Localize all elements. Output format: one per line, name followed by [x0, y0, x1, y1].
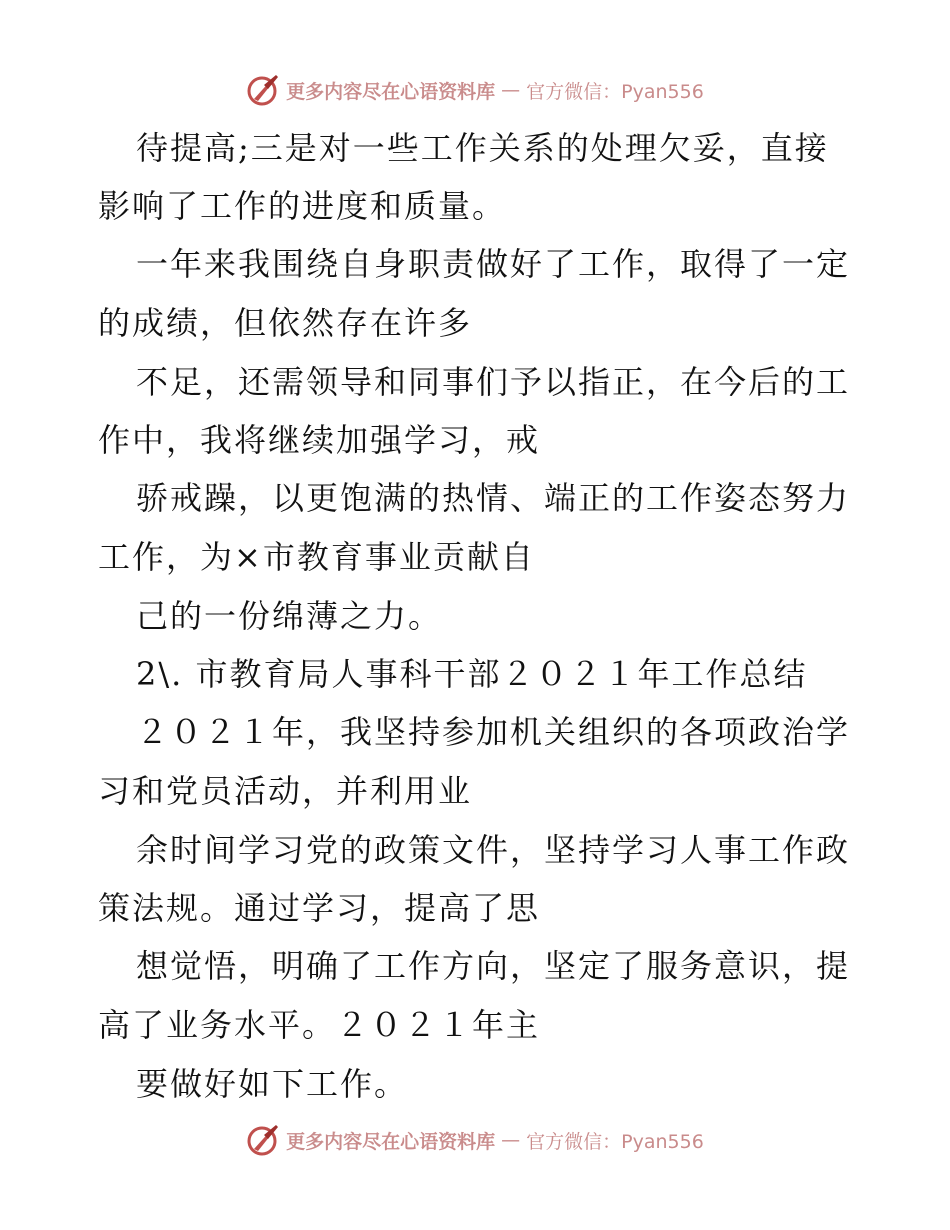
text-line: 想觉悟，明确了工作方向，坚定了服务意识，提: [136, 947, 851, 985]
text-line: 高了业务水平。２０２１年主: [98, 1006, 541, 1044]
text-line: 不足，还需领导和同事们予以指正，在今后的工: [136, 363, 851, 401]
text-line: 要做好如下工作。: [136, 1065, 409, 1103]
header-watermark: [0, 70, 950, 110]
text-line: 作中，我将继续加强学习，戒: [98, 421, 541, 459]
feather-pen-logo-icon: [246, 73, 280, 107]
watermark-contact: 官方微信：Pyan556: [526, 80, 704, 103]
watermark-text: 更多内容尽在心语资料库: [286, 1130, 496, 1153]
text-line: 影响了工作的进度和质量。: [98, 187, 507, 225]
text-line: 余时间学习党的政策文件，坚持学习人事工作政: [136, 831, 851, 869]
feather-pen-logo-icon: [246, 1123, 280, 1157]
text-line: 策法规。通过学习，提高了思: [98, 889, 541, 927]
footer-watermark: [0, 1120, 950, 1160]
text-line: 工作，为×市教育事业贡献自: [98, 538, 535, 576]
text-line: 一年来我围绕自身职责做好了工作，取得了一定: [136, 245, 851, 283]
text-line: ２０２１年，我坚持参加机关组织的各项政治学: [136, 713, 851, 751]
watermark-text: 更多内容尽在心语资料库: [286, 80, 496, 103]
text-line: 的成绩，但依然存在许多: [98, 304, 473, 342]
text-line: 己的一份绵薄之力。: [136, 597, 443, 635]
watermark-dash: —: [501, 1129, 521, 1151]
text-line: 习和党员活动，并利用业: [98, 772, 473, 810]
text-line: 骄戒躁，以更饱满的热情、端正的工作姿态努力: [136, 479, 851, 517]
watermark-dash: —: [501, 79, 521, 101]
watermark-contact: 官方微信：Pyan556: [526, 1130, 704, 1153]
section-heading: 2\. 市教育局人事科干部２０２１年工作总结: [136, 655, 808, 693]
text-line: 待提高;三是对一些工作关系的处理欠妥，直接: [136, 129, 829, 167]
